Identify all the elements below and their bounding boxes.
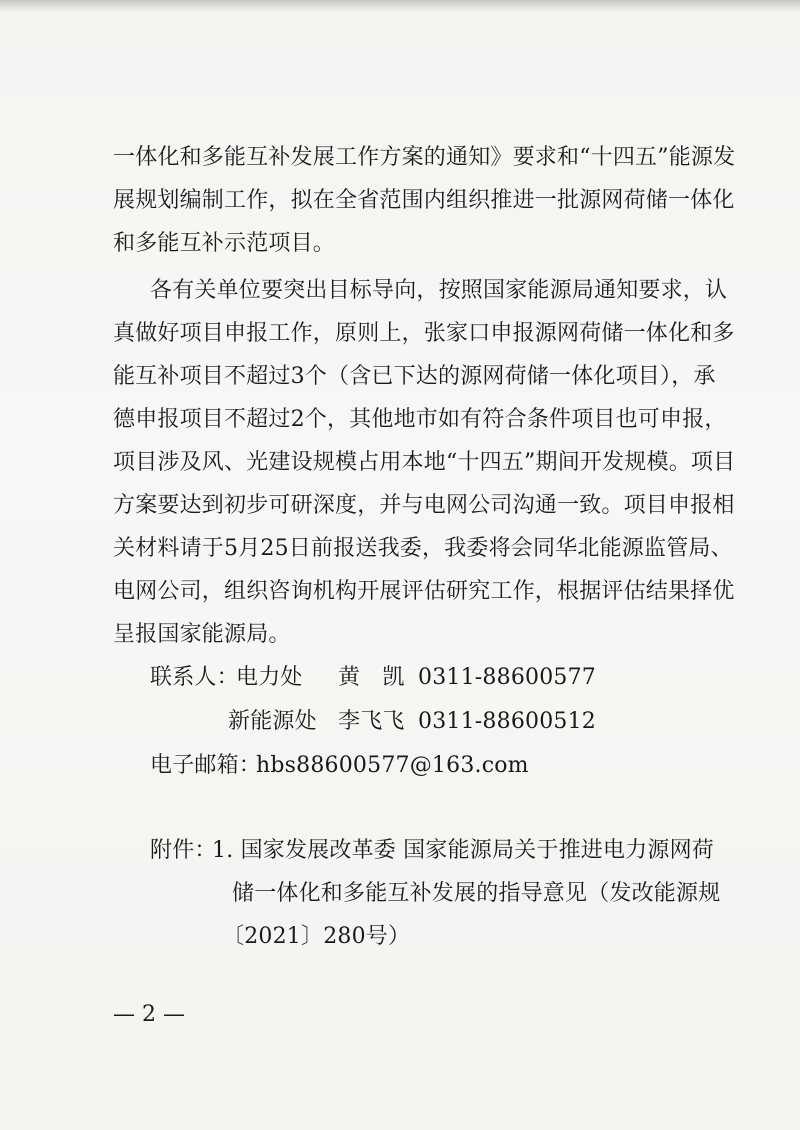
email-label: 电子邮箱： xyxy=(150,753,262,778)
attachment-line-2: 储一体化和多能互补发展的指导意见（发改能源规 xyxy=(232,881,721,906)
contact-label: 联系人： xyxy=(150,665,239,690)
attachment-line-3: 〔2021〕280号） xyxy=(222,924,411,949)
paragraph-1-line-2: 展规划编制工作，拟在全省范围内组织推进一批源网荷储一体化 xyxy=(113,188,735,213)
contact-2-phone: 0311-88600512 xyxy=(418,709,596,734)
paragraph-1-line-3: 和多能互补示范项目。 xyxy=(113,231,336,256)
contact-2-dept: 新能源处 xyxy=(228,709,317,734)
paragraph-2-line-7: 关材料请于5月25日前报送我委，我委将会同华北能源监管局、 xyxy=(113,536,733,561)
scan-edge-shadow xyxy=(0,0,800,12)
page-number: — 2 — xyxy=(113,1002,185,1027)
paragraph-2-line-6: 方案要达到初步可研深度，并与电网公司沟通一致。项目申报相 xyxy=(113,493,735,518)
paragraph-2-line-3: 能互补项目不超过3个（含已下达的源网荷储一体化项目），承 xyxy=(113,364,716,389)
contact-1-dept: 电力处 xyxy=(236,665,303,690)
contact-2-name: 李飞飞 xyxy=(338,709,405,734)
paragraph-2-line-2: 真做好项目申报工作，原则上，张家口申报源网荷储一体化和多 xyxy=(113,321,735,346)
email-address: hbs88600577@163.com xyxy=(256,753,529,778)
paragraph-2-line-4: 德申报项目不超过2个，其他地市如有符合条件项目也可申报， xyxy=(113,407,727,432)
paragraph-1-line-1: 一体化和多能互补发展工作方案的通知》要求和“十四五”能源发 xyxy=(113,145,736,170)
paragraph-2-line-9: 呈报国家能源局。 xyxy=(113,622,291,647)
paragraph-2-line-8: 电网公司，组织咨询机构开展评估研究工作，根据评估结果择优 xyxy=(113,579,735,604)
contact-1-phone: 0311-88600577 xyxy=(418,665,596,690)
attachment-label: 附件： xyxy=(150,838,217,863)
paragraph-2-line-1: 各有关单位要突出目标导向，按照国家能源局通知要求，认 xyxy=(150,278,728,303)
attachment-line-1: 1. 国家发展改革委 国家能源局关于推进电力源网荷 xyxy=(212,838,714,863)
contact-1-name: 黄 凯 xyxy=(338,665,405,690)
paragraph-2-line-5: 项目涉及风、光建设规模占用本地“十四五”期间开发规模。项目 xyxy=(113,450,736,475)
